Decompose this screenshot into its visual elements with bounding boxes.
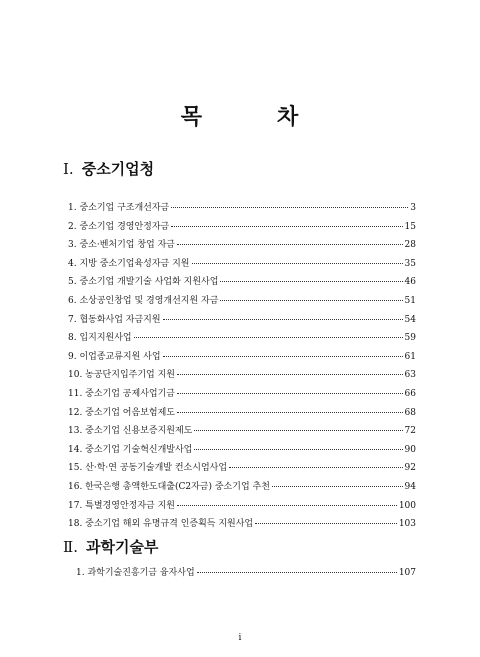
toc-entry-label: 15. 산·학·연 공동기술개발 컨소시엄사업	[68, 463, 228, 474]
dot-leader	[177, 243, 403, 245]
dot-leader	[177, 373, 403, 375]
toc-entry-page: 35	[404, 258, 416, 269]
dot-leader	[255, 522, 397, 524]
toc-entry-label: 1. 과학기술진흥기금 융자사업	[76, 568, 195, 578]
toc-entry-label: 13. 중소기업 신용보증지원제도	[68, 426, 193, 437]
toc-entry-page: 54	[404, 314, 416, 325]
dot-leader	[220, 299, 402, 301]
section-heading-1	[63, 158, 154, 179]
toc-entry-label: 1. 중소기업 구조개선자금	[68, 203, 170, 213]
dot-leader	[163, 355, 403, 357]
toc-entry[interactable]	[68, 274, 416, 293]
page-number: i	[238, 633, 242, 643]
section-title: 중소기업청	[81, 160, 155, 178]
toc-entry[interactable]	[68, 237, 416, 256]
page-title	[0, 100, 480, 131]
toc-entry-page: 90	[404, 444, 416, 455]
toc-entry-label: 2. 중소기업 경영안정자금	[68, 221, 170, 232]
dot-leader	[171, 225, 402, 227]
toc-entry[interactable]	[68, 498, 416, 517]
title-left: 목	[180, 105, 203, 130]
section-numeral: Ⅱ.	[63, 538, 78, 556]
toc-entry-label: 8. 입지지원사업	[68, 333, 132, 344]
toc-entry-page: 15	[404, 221, 416, 232]
toc-entry-label: 9. 이업종교류지원 사업	[68, 351, 161, 362]
toc-entry-page: 103	[398, 519, 416, 530]
toc-entry-page: 66	[404, 388, 416, 399]
dot-leader	[134, 336, 403, 338]
dot-leader	[229, 466, 403, 468]
toc-entry-label: 17. 특별경영안정자금 지원	[68, 500, 175, 511]
dot-leader	[192, 262, 403, 264]
toc-entry-page: 51	[404, 295, 416, 306]
toc-entry[interactable]	[68, 200, 416, 219]
toc-entry[interactable]	[68, 405, 416, 424]
toc-entry-page: 3	[410, 203, 416, 213]
toc-entry[interactable]	[68, 442, 416, 461]
toc-entry-page: 46	[404, 277, 416, 288]
toc-entry[interactable]	[68, 349, 416, 368]
dot-leader	[177, 504, 397, 506]
dot-leader	[171, 206, 408, 208]
section-heading-2	[63, 536, 158, 557]
toc-entry-label: 3. 중소·벤처기업 창업 자금	[68, 240, 175, 251]
toc-entry-label: 5. 중소기업 개발기술 사업화 지원사업	[68, 277, 219, 288]
toc-entry-label: 18. 중소기업 해외 유명규격 인증획득 지원사업	[68, 519, 254, 530]
toc-entry-page: 59	[404, 333, 416, 344]
toc-entry-page: 63	[404, 370, 416, 381]
toc-entry[interactable]	[68, 330, 416, 349]
toc-entry-page: 107	[398, 568, 416, 578]
toc-entry-label: 6. 소상공인창업 및 경영개선지원 자금	[68, 295, 219, 306]
dot-leader	[272, 485, 403, 487]
dot-leader	[163, 318, 403, 320]
toc-entry-page: 28	[404, 240, 416, 251]
toc-entry[interactable]	[68, 479, 416, 498]
toc-entry[interactable]	[68, 312, 416, 331]
section-numeral: Ⅰ.	[63, 160, 74, 178]
dot-leader	[194, 429, 402, 431]
toc-entry-page: 94	[404, 481, 416, 492]
toc-entry-label: 10. 농공단지입주기업 지원	[68, 370, 175, 381]
toc-entry-label: 11. 중소기업 공제사업기금	[68, 388, 175, 399]
toc-entry[interactable]	[68, 386, 416, 405]
toc-entry-label: 4. 지방 중소기업육성자금 지원	[68, 258, 190, 269]
toc-entry-label: 7. 협동화사업 자금지원	[68, 314, 161, 325]
toc-entry[interactable]	[68, 219, 416, 238]
toc-entry[interactable]	[68, 423, 416, 442]
toc-entry-page: 72	[404, 426, 416, 437]
toc-entry[interactable]	[76, 565, 416, 584]
dot-leader	[177, 392, 403, 394]
toc-entry-page: 61	[404, 351, 416, 362]
toc-entry-page: 100	[398, 500, 416, 511]
toc-entry[interactable]	[68, 256, 416, 275]
toc-list-section-1	[68, 200, 416, 535]
toc-entry[interactable]	[68, 367, 416, 386]
dot-leader	[197, 571, 397, 573]
title-right: 차	[277, 105, 300, 130]
toc-entry[interactable]	[68, 460, 416, 479]
toc-entry[interactable]	[68, 516, 416, 535]
toc-entry-page: 92	[404, 463, 416, 474]
toc-entry-label: 12. 중소기업 어음보험제도	[68, 407, 175, 418]
toc-entry-label: 14. 중소기업 기술혁신개발사업	[68, 444, 193, 455]
toc-entry-label: 16. 한국은행 총액한도대출(C2자금) 중소기업 추천	[68, 481, 270, 492]
toc-entry[interactable]	[68, 293, 416, 312]
dot-leader	[177, 411, 403, 413]
dot-leader	[194, 448, 402, 450]
dot-leader	[220, 280, 402, 282]
section-title: 과학기술부	[85, 538, 159, 556]
toc-list-section-2	[76, 565, 416, 584]
toc-entry-page: 68	[404, 407, 416, 418]
